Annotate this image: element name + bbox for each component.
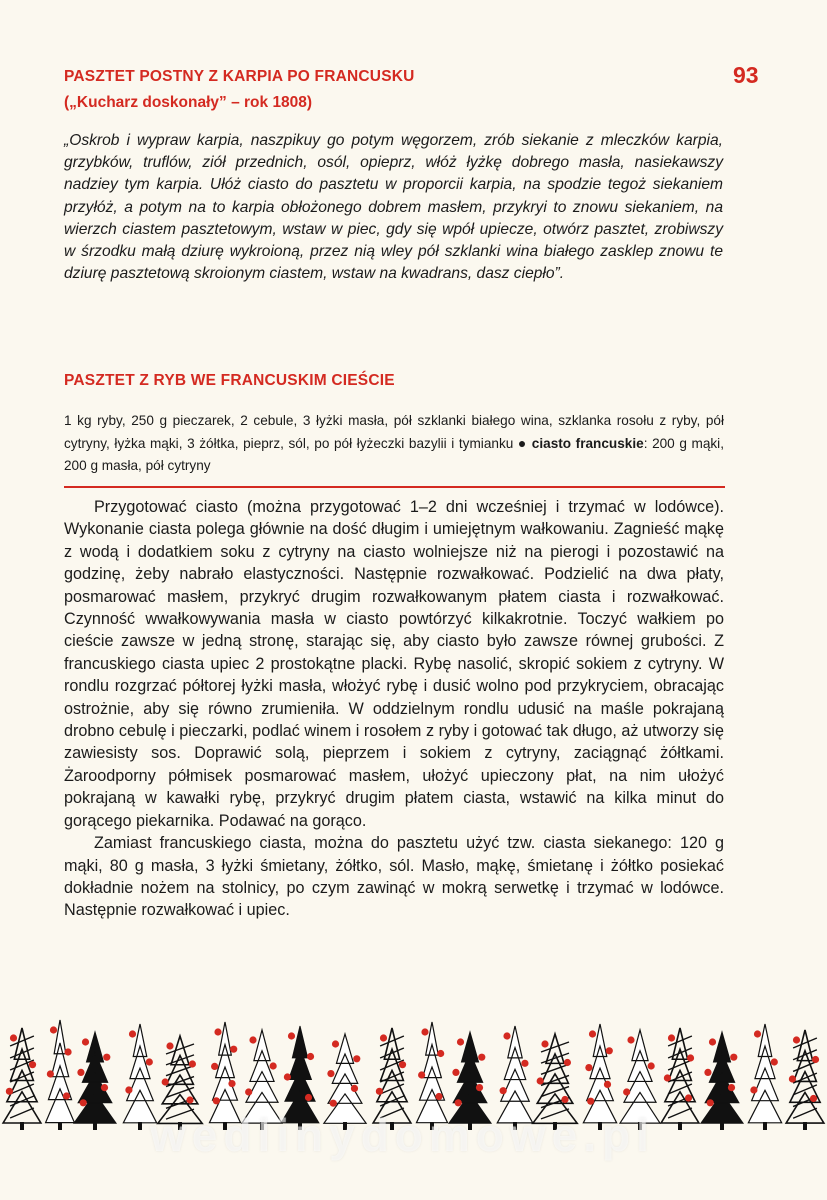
bauble-icon — [812, 1056, 819, 1063]
bauble-icon — [793, 1036, 800, 1043]
tree-trunk — [720, 1122, 724, 1130]
bauble-icon — [214, 1028, 221, 1035]
recipe2-instructions — [64, 496, 724, 922]
bauble-icon — [380, 1034, 387, 1041]
bauble-icon — [589, 1030, 596, 1037]
bauble-icon — [564, 1059, 571, 1066]
bauble-icon — [230, 1046, 237, 1053]
bauble-icon — [435, 1093, 442, 1100]
bauble-icon — [585, 1064, 592, 1071]
bauble-icon — [750, 1086, 757, 1093]
bauble-icon — [503, 1032, 510, 1039]
bauble-icon — [541, 1040, 548, 1047]
bauble-icon — [754, 1030, 761, 1037]
ingredients-main: 1 kg ryby, 250 g pieczarek, 2 cebule, 3 łyżki masła, pół szklanki białego wina, szklanka rosołu z ryby, pół cytryny, łyżka mąki, 3 żółtka, pieprz, sól, po pół łyżeczki bazylii i tymianku — [64, 413, 724, 451]
pastry-label: ciasto francuskie — [531, 436, 644, 451]
bauble-icon — [353, 1055, 360, 1062]
bauble-icon — [6, 1088, 13, 1095]
bauble-icon — [330, 1100, 337, 1107]
bauble-icon — [29, 1061, 36, 1068]
recipe1-subtitle: („Kucharz doskonały” – rok 1808) — [64, 94, 313, 111]
bauble-icon — [332, 1040, 339, 1047]
bauble-icon — [50, 1026, 57, 1033]
bauble-icon — [478, 1054, 485, 1061]
recipe1-quote: „Oskrob i wypraw karpia, naszpikuy go potym węgorzem, zrób siekanie z mleczków karpia, grzybków, truflów, ziół przednich, osól, opieprz, włóż łyżkę dobrego masła, nasiekawszy nadziey tym karpia. Ułóż ciasto do pasztetu w proporcii karpia, na spodzie tegoż siekaniem przyłóż, a potym na to karpia obłożonego dobrem masłem, przykryi to znowu siekaniem, na wierzch ciastem pasztetowym, wstaw w piec, gdy się wpół upiecze, otwórz pasztet, zrobiwszy w śrzodku małą dziurę wykroioną, przez nią wley pół szklanki wina białego zasklep znowu te dziurę pasztetową skroionym ciastem, wstaw na kwadrans, dasz ciepło”. — [64, 132, 723, 283]
bauble-icon — [376, 1088, 383, 1095]
bauble-icon — [307, 1053, 314, 1060]
bauble-icon — [707, 1099, 714, 1106]
bauble-icons — [6, 1026, 819, 1106]
instructions-paragraph-2: Zamiast francuskiego ciasta, można do pasztetu użyć tzw. ciasta siekanego: 120 g mąki, 80 g masła, 3 łyżki śmietany, żółtko, sól. Masło, mąkę, śmietanę i żółtko posiekać dokładnie nożem na stolnicy, po czym zawinąć w mokrą serwetkę i trzymać w lodówce. Następnie rozwałkować i upiec. — [64, 834, 724, 920]
bauble-icon — [704, 1069, 711, 1076]
bauble-icon — [327, 1070, 334, 1077]
watermark: wedlinydomowe.pl — [150, 1109, 655, 1161]
bauble-icon — [627, 1036, 634, 1043]
bauble-icon — [228, 1080, 235, 1087]
bauble-icon — [476, 1084, 483, 1091]
pastry-ingredients: : 200 g mąki, 200 g masła, pół cytryny — [64, 436, 724, 473]
tree-icon — [3, 1028, 41, 1123]
bauble-icon — [101, 1084, 108, 1091]
bauble-icon — [166, 1042, 173, 1049]
bauble-icon — [561, 1096, 568, 1103]
bauble-icon — [623, 1088, 630, 1095]
recipe2-title: PASZTET Z RYB WE FRANCUSKIM CIEŚCIE — [64, 372, 395, 389]
bauble-icon — [63, 1092, 70, 1099]
bauble-icon — [421, 1028, 428, 1035]
bauble-icon — [730, 1054, 737, 1061]
bauble-icon — [189, 1060, 196, 1067]
bauble-icon — [64, 1048, 71, 1055]
bauble-icon — [77, 1069, 84, 1076]
tree-trunk — [138, 1122, 142, 1130]
bauble-icon — [771, 1058, 778, 1065]
bauble-icon — [728, 1084, 735, 1091]
bauble-icon — [10, 1034, 17, 1041]
bauble-icon — [103, 1054, 110, 1061]
bauble-icon — [129, 1030, 136, 1037]
bauble-icon — [213, 1097, 220, 1104]
divider-rule — [64, 486, 725, 488]
bauble-icon — [211, 1063, 218, 1070]
bauble-icon — [162, 1078, 169, 1085]
bauble-icon — [810, 1095, 817, 1102]
bauble-icon — [457, 1038, 464, 1045]
bauble-icon — [399, 1061, 406, 1068]
tree-icon — [748, 1024, 781, 1123]
bauble-icon — [606, 1047, 613, 1054]
bauble-icon — [125, 1086, 132, 1093]
bauble-icon — [687, 1054, 694, 1061]
tree-trunk — [93, 1122, 97, 1130]
bauble-icon — [685, 1094, 692, 1101]
bauble-icon — [789, 1075, 796, 1082]
ingredients-list — [64, 410, 724, 477]
bauble-icon — [437, 1050, 444, 1057]
instructions-paragraph-1: Przygotować ciasto (można przygotować 1–2 dni wcześniej i trzymać w lodówce). Wykonanie ciasta polega głównie na dość długim i umiejętnym wałkowaniu. Zagnieść mąkę z wodą i dodatkiem soku z cytryny na ciasto wolniejsze niż na pierogi i pozostawić na godzinę, żeby nabrało elastyczności. Następnie rozwałkować. Podzielić na dwa płaty, posmarować masłem, przykryć drugim rozwałkowanym płatem ciasta i rozwałkować. Czynność wwałkowywania masła w ciasto powtórzyć kilkakrotnie. Toczyć wałkiem po cieście zawsze w jedną stronę, starając się, aby ciasto było zawsze równej grubości. Z francuskiego ciasta upiec 2 prostokątne placki. Rybę nasolić, skropić sokiem z cytryny. W rondlu rozgrzać półtorej łyżki masła, włożyć rybę i dusić wolno pod przykryciem, obracając ostrożnie, aby się równo zrumieniła. W oddzielnym rondlu udusić na maśle pokrajaną drobno cebulę i pieczarki, podlać winem i rosołem z ryby i gotować tak długo, aż utworzy się zawiesisty sos. Doprawić solą, pieprzem i sokiem z cytryny, zaciągnąć żółtkami. Żaroodporny półmisek posmarować masłem, ułożyć upieczony płat, na nim ułożyć pokrajaną w kawałki rybę, przykryć drugim płatem ciasta, wstawić na kilka minut do gorącego piekarnika. Podawać na gorąco. — [64, 498, 724, 830]
bauble-icon — [452, 1069, 459, 1076]
tree-trunk — [20, 1122, 24, 1130]
bauble-icon — [537, 1077, 544, 1084]
tree-trunk — [763, 1122, 767, 1130]
bauble-icon — [418, 1071, 425, 1078]
bauble-icon — [604, 1081, 611, 1088]
bauble-icon — [249, 1036, 256, 1043]
bauble-icon — [245, 1088, 252, 1095]
tree-trunk — [803, 1122, 807, 1130]
bauble-icon — [351, 1085, 358, 1092]
bauble-icon — [270, 1062, 277, 1069]
page-number: 93 — [733, 62, 759, 88]
bauble-icon — [80, 1099, 87, 1106]
bauble-icon — [455, 1099, 462, 1106]
tree-trunk — [678, 1122, 682, 1130]
bauble-icon — [521, 1060, 528, 1067]
bauble-icon — [709, 1038, 716, 1045]
bauble-icon — [47, 1070, 54, 1077]
bauble-icon — [668, 1034, 675, 1041]
tree-trunk — [58, 1122, 62, 1130]
bauble-icon — [587, 1098, 594, 1105]
recipe1-title: PASZTET POSTNY Z KARPIA PO FRANCUSKU — [64, 68, 415, 85]
bauble-icon — [648, 1062, 655, 1069]
bauble-icon — [186, 1096, 193, 1103]
bauble-icon — [305, 1094, 312, 1101]
bauble-icon — [664, 1074, 671, 1081]
bauble-icon — [500, 1087, 507, 1094]
tree-icon — [74, 1032, 116, 1123]
tree-icon — [701, 1032, 743, 1123]
bullet-icon: ● — [517, 435, 528, 451]
bauble-icon — [284, 1073, 291, 1080]
bauble-icon — [82, 1038, 89, 1045]
bauble-icon — [288, 1032, 295, 1039]
bauble-icon — [146, 1058, 153, 1065]
